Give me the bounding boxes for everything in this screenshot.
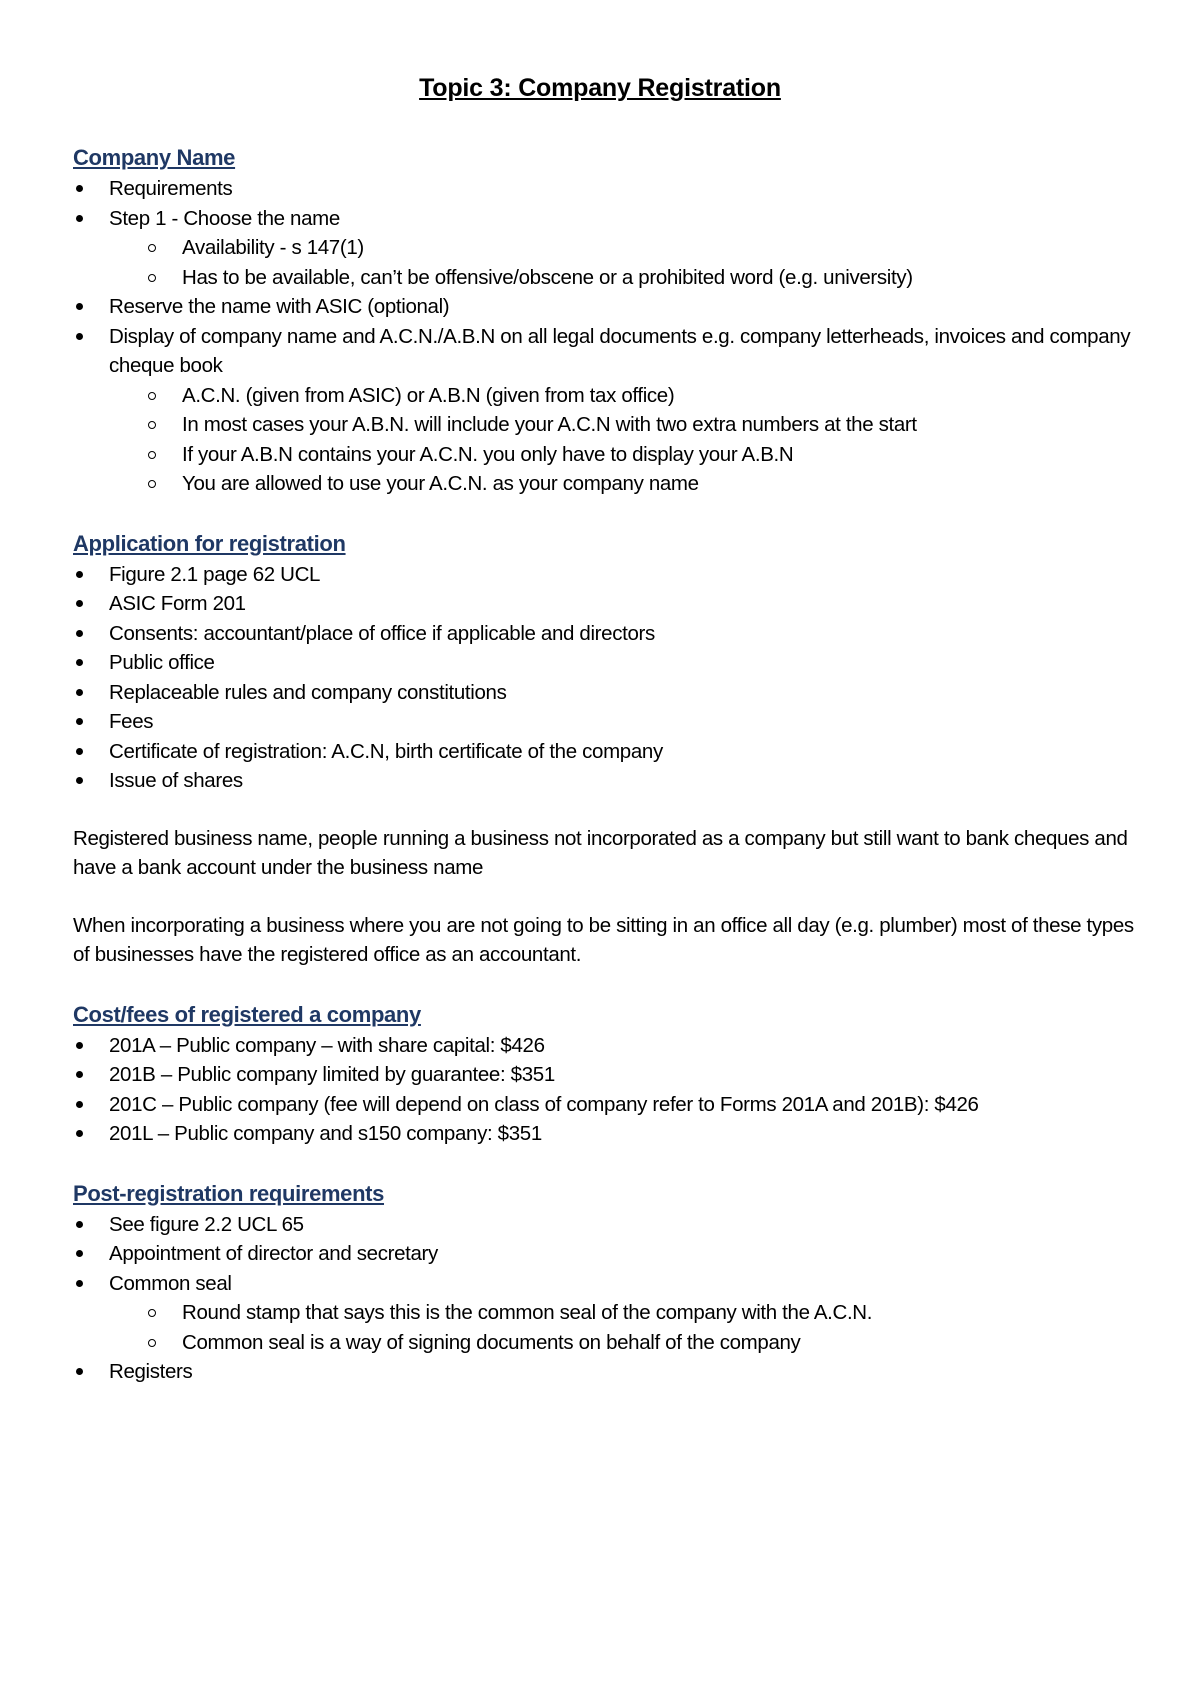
list-item	[73, 174, 1143, 204]
circle-bullet-icon	[148, 1309, 156, 1317]
list-item	[73, 560, 1143, 590]
circle-bullet-icon	[148, 421, 156, 429]
list-item-text: Consents: accountant/place of office if applicable and directors	[109, 621, 655, 645]
list-item-text: Public office	[109, 651, 215, 674]
list-item	[73, 648, 1143, 678]
bullet-icon	[76, 1250, 83, 1257]
sub-list-item-text: In most cases your A.B.N. will include your A.C.N with two extra numbers at the start	[182, 413, 917, 436]
spacer	[73, 1149, 1143, 1178]
list-item-text: ASIC Form 201	[109, 592, 246, 615]
list-item-text: Replaceable rules and company constitutions	[109, 680, 507, 704]
document-content	[73, 142, 1143, 1387]
sub-list	[109, 381, 1143, 499]
list-item	[73, 292, 1143, 322]
list-item-text: Display of company name and A.C.N./A.B.N on all legal documents e.g. company letterheads, invoices and company cheque book	[109, 324, 1131, 377]
spacer	[73, 970, 1143, 999]
list-item	[73, 589, 1143, 619]
paragraph-business-name: Registered business name, people running a business not incorporated as a company but still want to bank cheques and have a bank account under the business name	[73, 826, 1128, 879]
list-item	[73, 1357, 1143, 1387]
list-item	[73, 1210, 1143, 1240]
bullet-icon	[76, 1130, 83, 1137]
list-item-text: Issue of shares	[109, 769, 243, 792]
bullet-icon	[76, 1071, 83, 1078]
list-item	[73, 707, 1143, 737]
spacer	[73, 883, 1143, 911]
bullet-icon	[76, 748, 83, 755]
section-heading-costs: Cost/fees of registered a company	[73, 1001, 421, 1027]
sub-list-item	[73, 1328, 1143, 1358]
list-item	[73, 204, 1143, 293]
sub-list-item	[73, 1298, 1143, 1328]
list-item	[73, 1060, 1143, 1090]
bullet-icon	[76, 333, 83, 340]
sub-list	[109, 1298, 1143, 1357]
list-item-text: 201B – Public company limited by guarantee: $351	[109, 1063, 555, 1086]
bullet-icon	[76, 630, 83, 637]
application-list	[73, 560, 1143, 796]
sub-list-item-text: If your A.B.N contains your A.C.N. you only have to display your A.B.N	[182, 442, 794, 466]
section-heading-post-registration: Post-registration requirements	[73, 1180, 385, 1206]
circle-bullet-icon	[148, 480, 156, 488]
sub-list-item	[73, 440, 1143, 470]
bullet-icon	[76, 659, 83, 666]
sub-list-item-text: A.C.N. (given from ASIC) or A.B.N (given from tax office)	[182, 383, 675, 407]
list-item	[73, 1119, 1143, 1149]
costs-list	[73, 1031, 1143, 1149]
list-item	[73, 322, 1143, 499]
sub-list-item	[73, 381, 1143, 411]
bullet-icon	[76, 718, 83, 725]
sub-list-item	[73, 469, 1143, 499]
post-registration-list	[73, 1210, 1143, 1387]
company-name-list	[73, 174, 1143, 499]
sub-list-item-text: You are allowed to use your A.C.N. as your company name	[182, 472, 699, 495]
bullet-icon	[76, 1221, 83, 1228]
bullet-icon	[76, 1101, 83, 1108]
list-item-text: 201A – Public company – with share capital: $426	[109, 1033, 545, 1057]
spacer	[73, 796, 1143, 824]
list-item-text: Figure 2.1 page 62 UCL	[109, 562, 321, 586]
list-item-text: Registers	[109, 1360, 193, 1383]
bullet-icon	[76, 303, 83, 310]
sub-list-item-text: Common seal is a way of signing documents on behalf of the company	[182, 1330, 801, 1354]
list-item	[73, 1269, 1143, 1358]
paragraph-incorporating: When incorporating a business where you are not going to be sitting in an office all day (e.g. plumber) most of these types of businesses have the registered office as an accountant.	[73, 913, 1134, 966]
list-item-text: Reserve the name with ASIC (optional)	[109, 295, 450, 318]
section-heading-application: Application for registration	[73, 530, 346, 556]
list-item-text: 201L – Public company and s150 company: $351	[109, 1122, 542, 1145]
list-item	[73, 1239, 1143, 1269]
list-item-text: Fees	[109, 710, 154, 733]
list-item	[73, 678, 1143, 708]
list-item-text: Step 1 - Choose the name	[109, 206, 340, 230]
sub-list-item	[73, 410, 1143, 440]
spacer	[73, 499, 1143, 528]
sub-list	[109, 233, 1143, 292]
list-item	[73, 1031, 1143, 1061]
sub-list-item	[73, 263, 1143, 293]
list-item	[73, 766, 1143, 796]
circle-bullet-icon	[148, 274, 156, 282]
bullet-icon	[76, 1042, 83, 1049]
page-title: Topic 3: Company Registration	[419, 74, 781, 102]
list-item-text: Certificate of registration: A.C.N, birth certificate of the company	[109, 739, 663, 763]
list-item	[73, 737, 1143, 767]
list-item	[73, 619, 1143, 649]
section-heading-company-name: Company Name	[73, 145, 236, 170]
bullet-icon	[76, 600, 83, 607]
bullet-icon	[76, 1368, 83, 1375]
circle-bullet-icon	[148, 1339, 156, 1347]
list-item-text: Common seal	[109, 1271, 232, 1295]
list-item	[73, 1090, 1143, 1120]
list-item-text: See figure 2.2 UCL 65	[109, 1212, 304, 1236]
bullet-icon	[76, 215, 83, 222]
list-item-text: Requirements	[109, 177, 233, 200]
sub-list-item-text: Has to be available, can’t be offensive/obscene or a prohibited word (e.g. university)	[182, 265, 913, 289]
bullet-icon	[76, 185, 83, 192]
sub-list-item	[73, 233, 1143, 263]
circle-bullet-icon	[148, 392, 156, 400]
bullet-icon	[76, 777, 83, 784]
sub-list-item-text: Round stamp that says this is the common seal of the company with the A.C.N.	[182, 1301, 873, 1324]
bullet-icon	[76, 689, 83, 696]
list-item-text: 201C – Public company (fee will depend on class of company refer to Forms 201A and 201B): $426	[109, 1092, 979, 1116]
circle-bullet-icon	[148, 244, 156, 252]
list-item-text: Appointment of director and secretary	[109, 1242, 438, 1265]
bullet-icon	[76, 571, 83, 578]
sub-list-item-text: Availability - s 147(1)	[182, 236, 364, 259]
bullet-icon	[76, 1280, 83, 1287]
circle-bullet-icon	[148, 451, 156, 459]
